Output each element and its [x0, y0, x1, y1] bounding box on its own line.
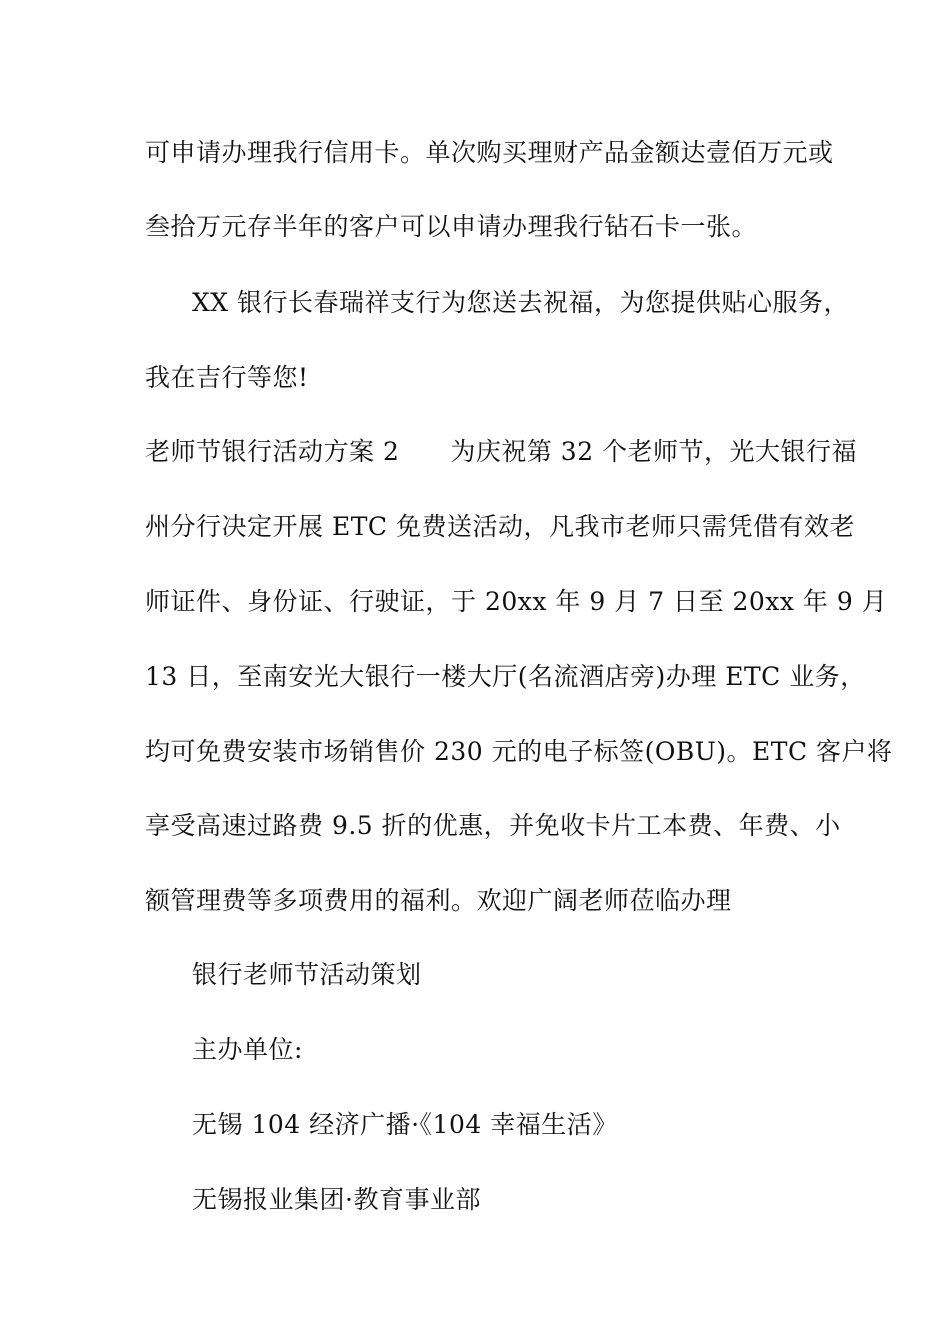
paragraph-line: 主办单位: [192, 1035, 303, 1064]
subheading-line: 银行老师节活动策划 [192, 960, 422, 989]
paragraph-line: 13 日，至南安光大银行一楼大厅(名流酒店旁)办理 ETC 业务， [145, 662, 866, 691]
paragraph-line: 叁拾万元存半年的客户可以申请办理我行钻石卡一张。 [145, 212, 758, 241]
paragraph-line: 师证件、身份证、行驶证，于 20xx 年 9 月 7 日至 20xx 年 9 月 [145, 587, 888, 616]
paragraph-line: 额管理费等多项费用的福利。欢迎广阔老师莅临办理 [145, 886, 732, 915]
paragraph-line: 可申请办理我行信用卡。单次购买理财产品金额达壹佰万元或 [145, 138, 834, 167]
section-heading-line: 老师节银行活动方案 2 为庆祝第 32 个老师节，光大银行福 [145, 437, 858, 466]
paragraph-line: 我在吉行等您! [145, 363, 309, 392]
organizer-line: 无锡报业集团·教育事业部 [192, 1185, 481, 1214]
paragraph-line: 州分行决定开展 ETC 免费送活动，凡我市老师只需凭借有效老 [145, 512, 855, 541]
organizer-line: 无锡 104 经济广播·《104 幸福生活》 [192, 1110, 618, 1139]
paragraph-line: 均可免费安装市场销售价 230 元的电子标签(OBU)。ETC 客户将 [145, 737, 893, 766]
paragraph-line: XX 银行长春瑞祥支行为您送去祝福，为您提供贴心服务， [192, 288, 850, 317]
paragraph-line: 享受高速过路费 9.5 折的优惠，并免收卡片工本费、年费、小 [145, 811, 841, 840]
